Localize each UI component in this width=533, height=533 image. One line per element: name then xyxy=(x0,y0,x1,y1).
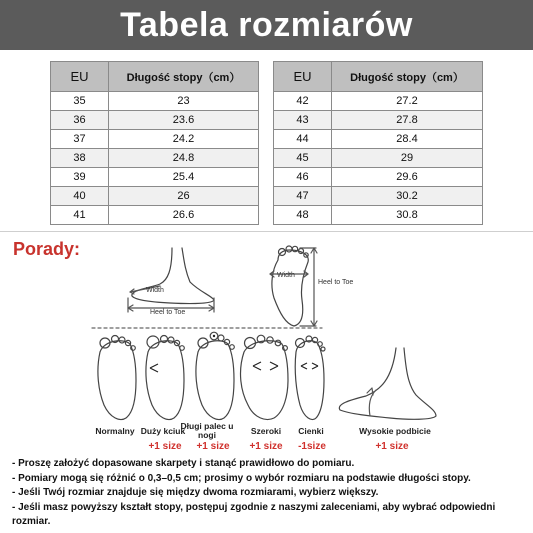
size-adjust-badge: +1 size xyxy=(249,441,283,452)
column-header-eu: EU xyxy=(51,62,109,92)
foot-length-cell: 28.4 xyxy=(332,130,483,149)
heel-to-toe-label-top: Heel to Toe xyxy=(318,279,354,286)
note-item: - Jeśli masz powyższy kształt stopy, postępuj zgodnie z naszymi zaleceniami, aby wybrać odpowiedni rozmiar. xyxy=(12,501,496,527)
table-row xyxy=(274,206,483,225)
foot-big-toe-illustration xyxy=(146,336,184,420)
title-banner xyxy=(0,0,533,50)
eu-size-cell: 48 xyxy=(274,206,332,225)
size-adjust-badge: +1 size xyxy=(196,441,230,452)
foot-length-cell: 29 xyxy=(332,149,483,168)
width-label-side: Width xyxy=(146,287,164,294)
foot-length-cell: 30.2 xyxy=(332,187,483,206)
table-row xyxy=(274,168,483,187)
eu-size-cell: 46 xyxy=(274,168,332,187)
section-divider xyxy=(0,231,533,232)
size-adjust-badge: -1size xyxy=(298,441,326,452)
page-title: Tabela rozmiarów xyxy=(120,5,413,44)
note-item: - Pomiary mogą się różnić o 0,3–0,5 cm; prosimy o wybór rozmiaru na podstawie długości stopy. xyxy=(12,472,471,484)
foot-length-cell: 23.6 xyxy=(109,111,259,130)
foot-length-cell: 30.8 xyxy=(332,206,483,225)
foot-length-cell: 23 xyxy=(109,92,259,111)
table-row xyxy=(51,111,259,130)
size-table-right xyxy=(273,61,483,225)
top-foot-illustration xyxy=(272,250,308,326)
foot-narrow-illustration xyxy=(295,336,325,419)
table-row xyxy=(274,187,483,206)
table-row xyxy=(51,168,259,187)
foot-length-cell: 24.8 xyxy=(109,149,259,168)
size-adjust-badge: +1 size xyxy=(375,441,409,452)
table-row xyxy=(51,149,259,168)
foot-type-label: Szeroki xyxy=(250,426,282,436)
eu-size-cell: 37 xyxy=(51,130,109,149)
foot-length-cell: 27.8 xyxy=(332,111,483,130)
foot-length-cell: 24.2 xyxy=(109,130,259,149)
eu-size-cell: 35 xyxy=(51,92,109,111)
column-header-eu: EU xyxy=(274,62,332,92)
size-adjust-badge: +1 size xyxy=(148,441,182,452)
foot-length-cell: 27.2 xyxy=(332,92,483,111)
eu-size-cell: 45 xyxy=(274,149,332,168)
table-row xyxy=(51,92,259,111)
eu-size-cell: 44 xyxy=(274,130,332,149)
fitting-notes xyxy=(12,457,524,530)
foot-length-cell: 26 xyxy=(109,187,259,206)
table-row xyxy=(51,206,259,225)
note-item: - Proszę założyć dopasowane skarpety i stanąć prawidłowo do pomiaru. xyxy=(12,458,355,469)
eu-size-cell: 36 xyxy=(51,111,109,130)
heel-to-toe-label-side: Heel to Toe xyxy=(150,309,186,316)
side-foot-illustration xyxy=(132,248,214,304)
foot-type-label: Normalny xyxy=(95,426,135,436)
eu-size-cell: 42 xyxy=(274,92,332,111)
eu-size-cell: 40 xyxy=(51,187,109,206)
table-row xyxy=(274,130,483,149)
eu-size-cell: 39 xyxy=(51,168,109,187)
eu-size-cell: 41 xyxy=(51,206,109,225)
tips-heading: Porady: xyxy=(13,239,81,259)
foot-measurement-illustration xyxy=(0,240,533,455)
foot-length-cell: 26.6 xyxy=(109,206,259,225)
column-header-foot-length: Długość stopy（cm） xyxy=(109,62,259,92)
table-row xyxy=(51,130,259,149)
foot-wide-illustration xyxy=(241,335,288,419)
eu-size-cell: 47 xyxy=(274,187,332,206)
foot-type-label: Długi palec u nogi xyxy=(180,421,234,440)
foot-high-instep-illustration xyxy=(339,348,436,419)
foot-type-label: Cienki xyxy=(298,426,324,436)
foot-type-label: Wysokie podbicie xyxy=(359,426,431,436)
foot-length-cell: 25.4 xyxy=(109,168,259,187)
eu-size-cell: 38 xyxy=(51,149,109,168)
foot-long-toe-illustration xyxy=(196,332,234,419)
width-label-top: Width xyxy=(277,272,295,279)
table-row xyxy=(51,187,259,206)
eu-size-cell: 43 xyxy=(274,111,332,130)
table-row xyxy=(274,92,483,111)
table-row xyxy=(274,149,483,168)
foot-length-cell: 29.6 xyxy=(332,168,483,187)
foot-normal-illustration xyxy=(98,336,136,420)
foot-type-label: Duży kciuk xyxy=(140,426,186,436)
column-header-foot-length: Długość stopy（cm） xyxy=(332,62,483,92)
note-item: - Jeśli Twój rozmiar znajduje się między dwoma rozmiarami, wybierz większy. xyxy=(12,487,379,498)
size-table-left xyxy=(50,61,259,225)
table-row xyxy=(274,111,483,130)
